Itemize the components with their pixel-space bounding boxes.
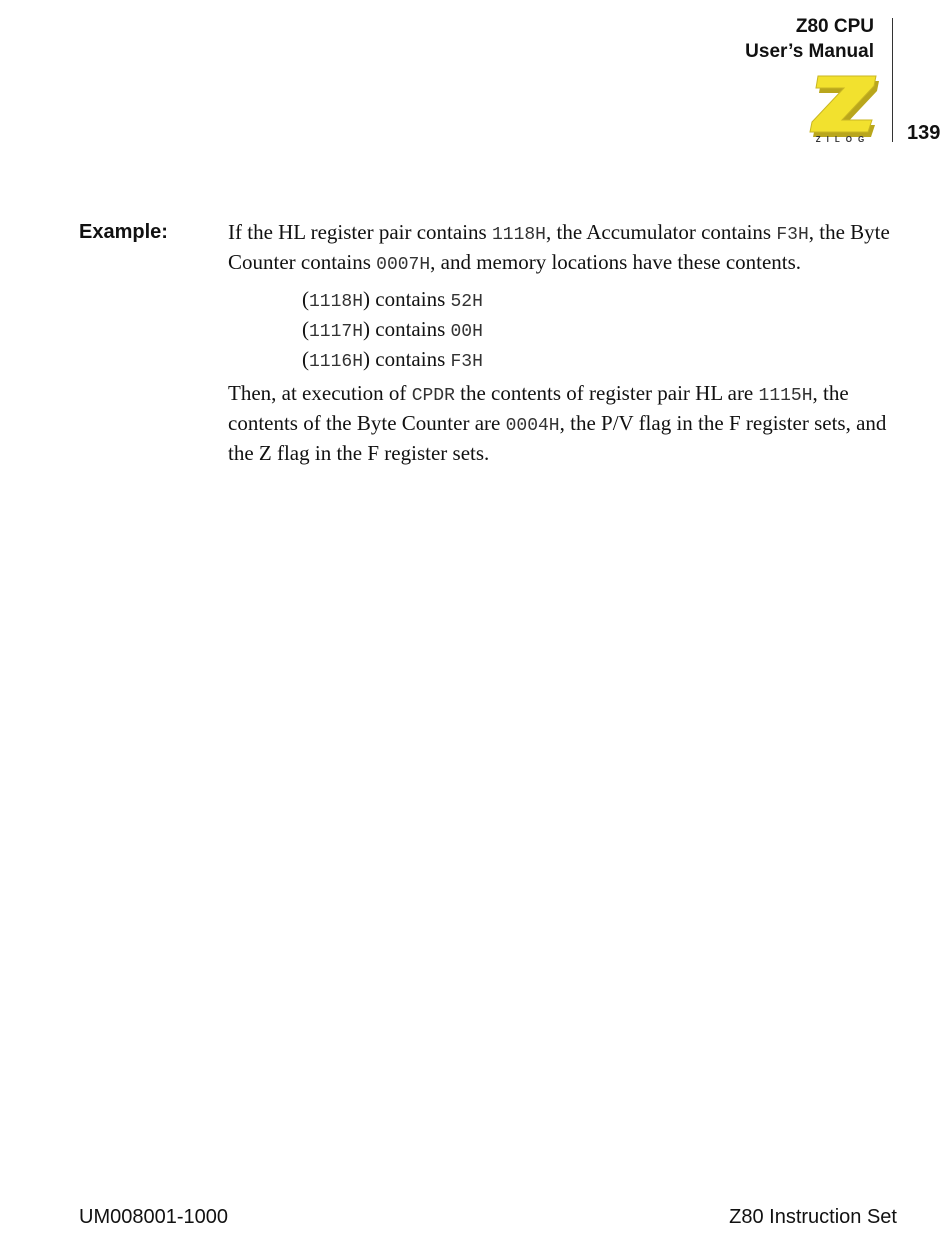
memory-contains-text: contains: [375, 347, 446, 371]
footer-document-number: UM008001-1000: [79, 1206, 228, 1228]
running-header: [745, 14, 874, 64]
example-label: Example:: [79, 221, 168, 243]
byte-counter-result-value: 0004H: [505, 416, 560, 436]
example-result-paragraph: [228, 380, 908, 467]
memory-value: 52H: [450, 292, 483, 312]
para2-text-2: the contents of register pair HL are: [454, 381, 759, 405]
byte-counter-initial-value: 0007H: [376, 255, 431, 275]
memory-value: 00H: [450, 322, 483, 342]
memory-value: F3H: [450, 352, 483, 372]
memory-line: (1117H) contains 00H: [302, 317, 483, 342]
memory-address: 1118H: [309, 292, 364, 312]
manual-title-line1: Z80 CPU: [795, 16, 874, 37]
zilog-logo: [806, 72, 880, 144]
hl-result-value: 1115H: [758, 386, 813, 406]
header-divider: [892, 18, 893, 142]
para1-text-1: If the HL register pair contains: [228, 220, 492, 244]
memory-contains-text: contains: [375, 317, 446, 341]
instruction-mnemonic: CPDR: [411, 386, 455, 406]
para1-text-2: , the Accumulator contains: [545, 220, 777, 244]
memory-address: 1117H: [309, 322, 364, 342]
para1-text-4: , and memory locations have these contents.: [430, 250, 802, 274]
memory-contains-text: contains: [375, 287, 446, 311]
footer-section-title: Z80 Instruction Set: [729, 1206, 897, 1228]
para1-text-3: , the Byte Counter contains: [228, 220, 890, 274]
memory-contents-list: [302, 286, 483, 376]
hl-initial-value: 1118H: [491, 225, 546, 245]
page-number: 139: [907, 122, 941, 144]
logo-wordmark: ZILOG: [815, 135, 871, 144]
memory-address: 1116H: [309, 352, 364, 372]
para2-text-4: , the P/V flag in the F register sets, and the Z flag in the F register sets.: [228, 411, 887, 465]
memory-line: (1116H) contains F3H: [302, 347, 483, 372]
para2-text-1: Then, at execution of: [228, 381, 412, 405]
example-intro-paragraph: [228, 219, 908, 279]
memory-line: (1118H) contains 52H: [302, 287, 483, 312]
accumulator-value: F3H: [776, 225, 809, 245]
para2-text-3: , the contents of the Byte Counter are: [228, 381, 849, 435]
manual-title-line2: User’s Manual: [745, 41, 874, 62]
